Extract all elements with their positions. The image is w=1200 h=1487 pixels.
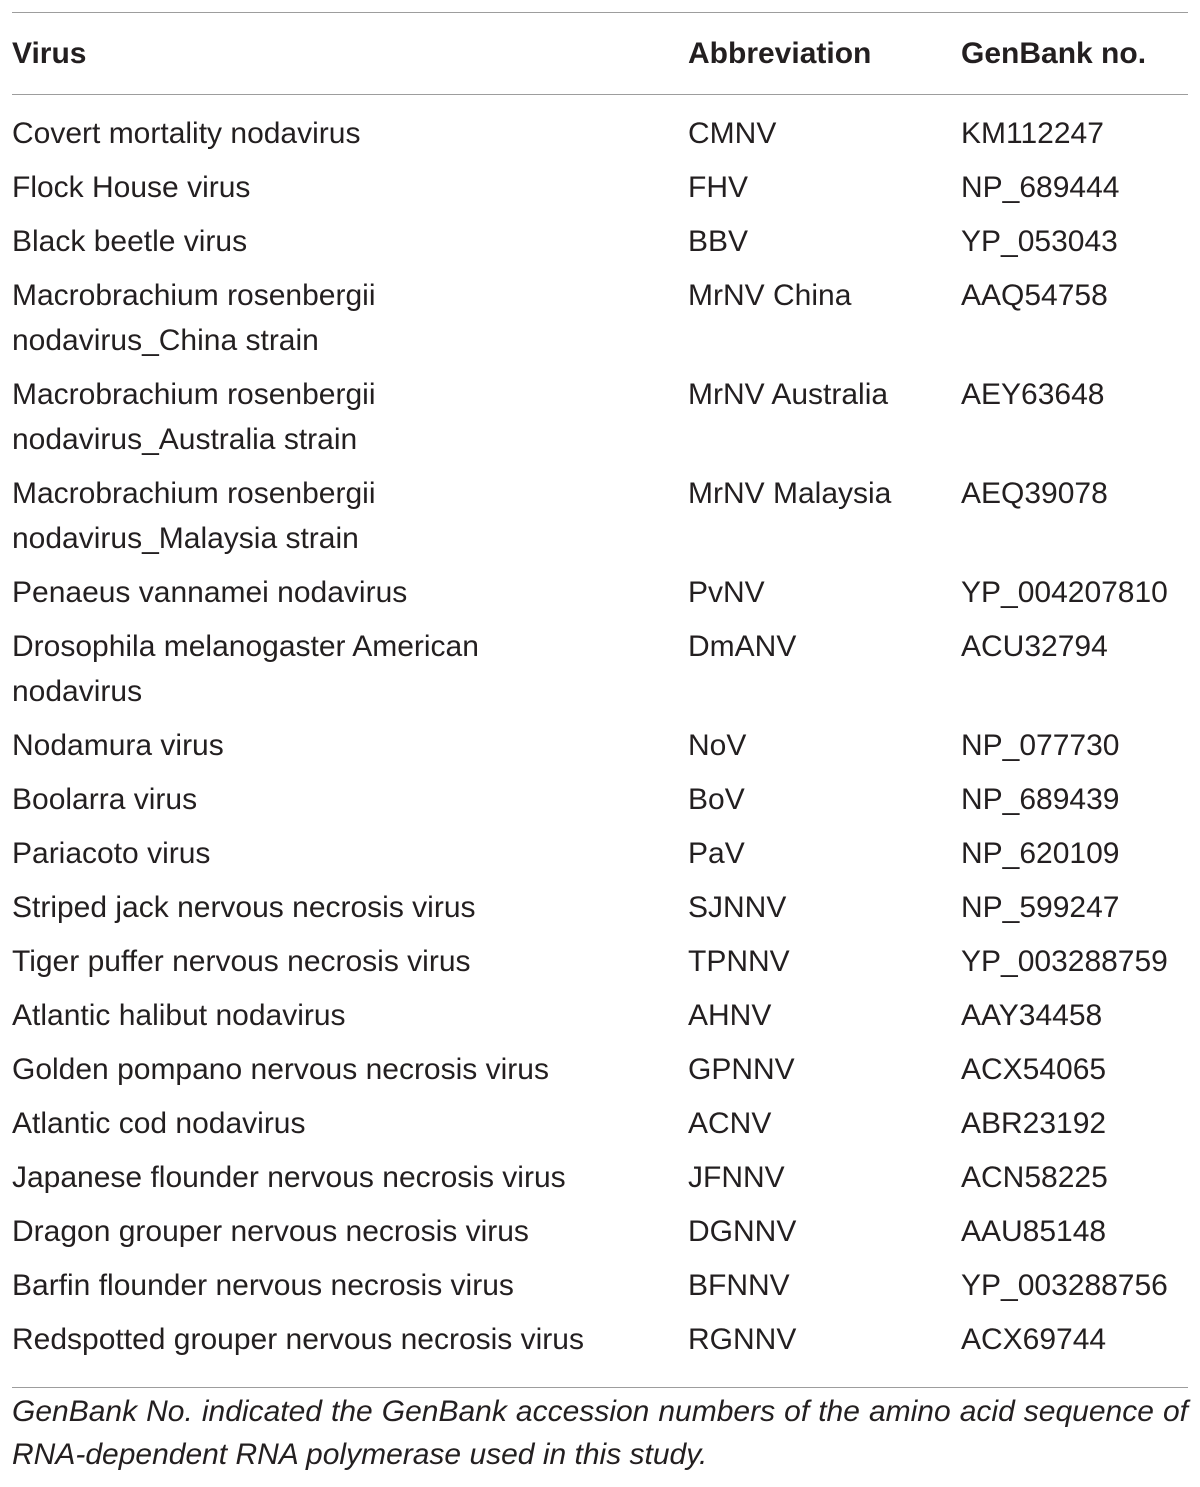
cell-virus (12, 993, 688, 1047)
cell-virus (12, 885, 688, 939)
table-row (12, 1263, 1188, 1317)
cell-genbank: ACN58225 (961, 1161, 1108, 1194)
cell-virus (12, 831, 688, 885)
virus-name-line: Macrobrachium rosenbergii (12, 477, 376, 510)
cell-abbreviation: RGNNV (688, 1323, 797, 1356)
cell-virus (12, 1317, 688, 1371)
cell-abbreviation: DmANV (688, 630, 797, 663)
table-row (12, 165, 1188, 219)
cell-genbank: AAY34458 (961, 999, 1103, 1032)
virus-name-line: nodavirus (12, 675, 143, 708)
cell-abbreviation: MrNV Australia (688, 378, 889, 411)
cell-genbank: YP_003288756 (961, 1269, 1168, 1302)
header-genbank: GenBank no. (961, 36, 1147, 70)
cell-virus (12, 1047, 688, 1101)
cell-genbank: ACX54065 (961, 1053, 1107, 1086)
cell-abbreviation: BFNNV (688, 1269, 790, 1302)
table-row (12, 372, 1188, 471)
virus-name-line: nodavirus_Malaysia strain (12, 522, 359, 555)
cell-abbreviation: NoV (688, 729, 747, 762)
cell-genbank: NP_620109 (961, 837, 1120, 870)
cell-genbank: AEY63648 (961, 378, 1105, 411)
virus-name-line: Nodamura virus (12, 729, 224, 762)
cell-genbank: KM112247 (961, 117, 1104, 150)
cell-abbreviation: FHV (688, 171, 748, 204)
header-abbreviation: Abbreviation (688, 36, 872, 70)
table-row (12, 219, 1188, 273)
virus-name-line: Japanese flounder nervous necrosis virus (12, 1161, 566, 1194)
virus-name-line: Dragon grouper nervous necrosis virus (12, 1215, 529, 1248)
cell-genbank: YP_053043 (961, 225, 1118, 258)
table-row (12, 1209, 1188, 1263)
cell-abbreviation: PaV (688, 837, 745, 870)
virus-name-line: Tiger puffer nervous necrosis virus (12, 945, 471, 978)
cell-genbank: NP_689444 (961, 171, 1120, 204)
table-row (12, 111, 1188, 165)
table-row (12, 723, 1188, 777)
table-bottom-rule (12, 1387, 1188, 1388)
virus-name-line: Macrobrachium rosenbergii (12, 378, 376, 411)
cell-virus (12, 273, 688, 372)
cell-virus (12, 1209, 688, 1263)
cell-abbreviation: CMNV (688, 117, 777, 150)
virus-name-line: nodavirus_China strain (12, 324, 319, 357)
cell-abbreviation: ACNV (688, 1107, 772, 1140)
cell-virus (12, 219, 688, 273)
cell-abbreviation: AHNV (688, 999, 772, 1032)
virus-name-line: Black beetle virus (12, 225, 248, 258)
cell-virus (12, 1155, 688, 1209)
table-row (12, 777, 1188, 831)
cell-genbank: NP_689439 (961, 783, 1120, 816)
table-row (12, 1317, 1188, 1371)
cell-genbank: AAQ54758 (961, 279, 1108, 312)
table-row (12, 885, 1188, 939)
table-row (12, 471, 1188, 570)
cell-genbank: AEQ39078 (961, 477, 1108, 510)
cell-abbreviation: BBV (688, 225, 749, 258)
virus-name-line: Barfin flounder nervous necrosis virus (12, 1269, 514, 1302)
table-header-row (12, 13, 1188, 94)
cell-abbreviation: TPNNV (688, 945, 790, 978)
cell-virus (12, 624, 688, 723)
table-footnote: GenBank No. indicated the GenBank accession numbers of the amino acid sequence of RNA-dependent RNA polymerase used in this study. (12, 1395, 1188, 1471)
table-row (12, 273, 1188, 372)
table-row (12, 993, 1188, 1047)
cell-genbank: AAU85148 (961, 1215, 1107, 1248)
cell-abbreviation: GPNNV (688, 1053, 795, 1086)
cell-genbank: ACU32794 (961, 630, 1108, 663)
virus-name-line: Flock House virus (12, 171, 251, 204)
cell-virus (12, 372, 688, 471)
virus-name-line: Penaeus vannamei nodavirus (12, 576, 408, 609)
table-row (12, 831, 1188, 885)
cell-genbank: ACX69744 (961, 1323, 1107, 1356)
cell-abbreviation: SJNNV (688, 891, 787, 924)
cell-genbank: ABR23192 (961, 1107, 1107, 1140)
table-row (12, 1101, 1188, 1155)
cell-virus (12, 939, 688, 993)
table-row (12, 1047, 1188, 1101)
cell-genbank: YP_003288759 (961, 945, 1168, 978)
virus-name-line: Redspotted grouper nervous necrosis virus (12, 1323, 584, 1356)
virus-name-line: Atlantic halibut nodavirus (12, 999, 346, 1032)
table-row (12, 570, 1188, 624)
table-body (12, 95, 1188, 1387)
cell-virus (12, 111, 688, 165)
cell-virus (12, 570, 688, 624)
virus-name-line: Macrobrachium rosenbergii (12, 279, 376, 312)
cell-virus (12, 165, 688, 219)
cell-abbreviation: JFNNV (688, 1161, 785, 1194)
cell-abbreviation: DGNNV (688, 1215, 797, 1248)
cell-genbank: YP_004207810 (961, 576, 1168, 609)
virus-name-line: Covert mortality nodavirus (12, 117, 361, 150)
virus-name-line: Golden pompano nervous necrosis virus (12, 1053, 549, 1086)
header-virus: Virus (12, 36, 87, 70)
cell-abbreviation: PvNV (688, 576, 765, 609)
cell-abbreviation: MrNV Malaysia (688, 477, 892, 510)
cell-genbank: NP_077730 (961, 729, 1120, 762)
cell-genbank: NP_599247 (961, 891, 1120, 924)
cell-virus (12, 723, 688, 777)
table-row (12, 939, 1188, 993)
virus-name-line: Boolarra virus (12, 783, 198, 816)
table-row (12, 1155, 1188, 1209)
cell-virus (12, 1263, 688, 1317)
virus-name-line: Pariacoto virus (12, 837, 211, 870)
virus-name-line: Striped jack nervous necrosis virus (12, 891, 476, 924)
cell-abbreviation: BoV (688, 783, 745, 816)
cell-abbreviation: MrNV China (688, 279, 852, 312)
cell-virus (12, 471, 688, 570)
virus-name-line: Drosophila melanogaster American (12, 630, 479, 663)
virus-name-line: Atlantic cod nodavirus (12, 1107, 306, 1140)
cell-virus (12, 777, 688, 831)
virus-table (12, 12, 1188, 1388)
table-row (12, 624, 1188, 723)
virus-name-line: nodavirus_Australia strain (12, 423, 358, 456)
cell-virus (12, 1101, 688, 1155)
